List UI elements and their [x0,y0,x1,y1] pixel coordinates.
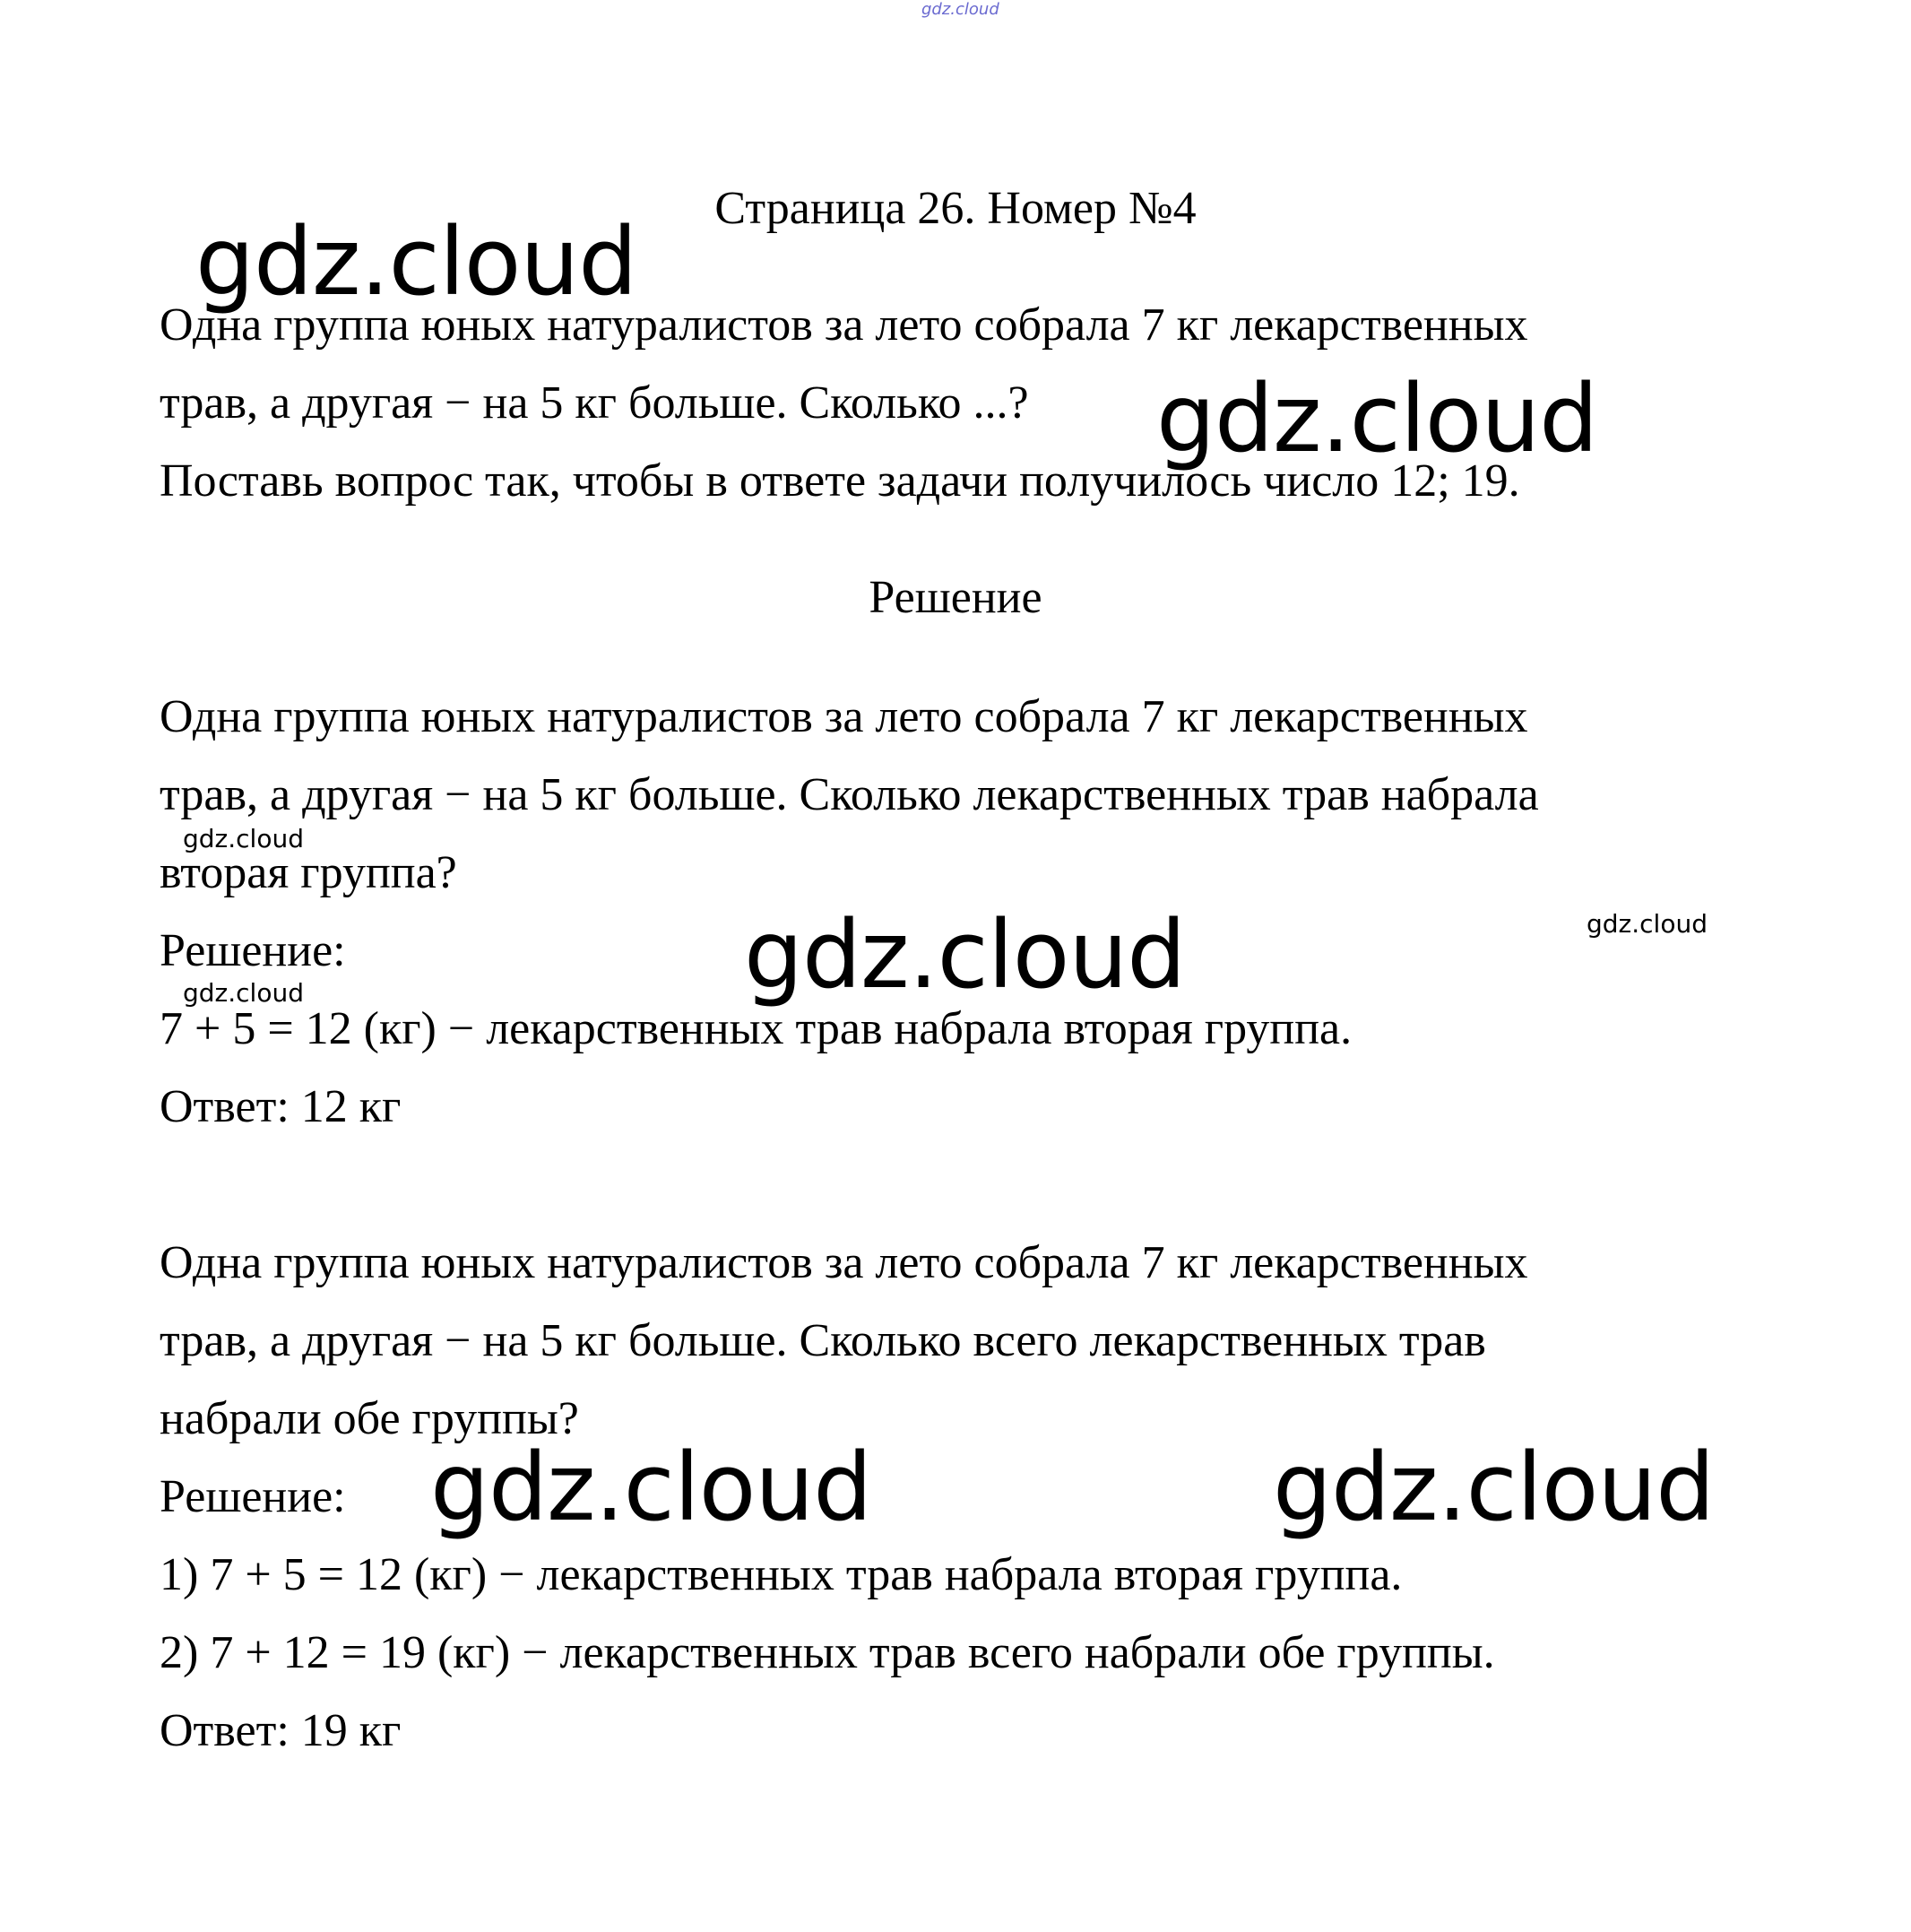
watermark-large: gdz.cloud [744,900,1186,1009]
part2-solution-label: Решение: [160,1471,346,1522]
part2-line-2: трав, а другая − на 5 кг больше. Сколько всего лекарственных трав [160,1315,1486,1366]
watermark-large: gdz.cloud [430,1433,872,1542]
part1-line-1: Одна группа юных натуралистов за лето собрала 7 кг лекарственных [160,691,1528,742]
watermark-large: gdz.cloud [1273,1433,1715,1542]
part2-line-1: Одна группа юных натуралистов за лето собрала 7 кг лекарственных [160,1237,1528,1288]
watermark-large: gdz.cloud [195,207,637,316]
watermark-small: gdz.cloud [183,978,304,1008]
part2-step-1: 1) 7 + 5 = 12 (кг) − лекарственных трав набрала вторая группа. [160,1549,1403,1600]
part2-answer: Ответ: 19 кг [160,1705,402,1756]
part1-answer: Ответ: 12 кг [160,1081,402,1132]
part1-step-1: 7 + 5 = 12 (кг) − лекарственных трав набрала вторая группа. [160,1003,1353,1054]
part1-line-2: трав, а другая − на 5 кг больше. Сколько лекарственных трав набрала [160,769,1539,820]
watermark-small: gdz.cloud [1587,909,1708,939]
task-line-2: трав, а другая − на 5 кг больше. Сколько ...? [160,377,1029,429]
task-line-1: Одна группа юных натуралистов за лето собрала 7 кг лекарственных [160,299,1528,351]
part1-line-3: вторая группа? [160,847,457,898]
solution-heading: Решение [869,572,1042,623]
page-title: Страница 26. Номер №4 [714,183,1197,234]
part2-line-3: набрали обе группы? [160,1393,579,1444]
part1-solution-label: Решение: [160,925,346,976]
watermark-top: gdz.cloud [921,0,999,19]
task-line-3: Поставь вопрос так, чтобы в ответе задачи получилось число 12; 19. [160,455,1520,507]
part2-step-2: 2) 7 + 12 = 19 (кг) − лекарственных трав всего набрали обе группы. [160,1627,1495,1678]
watermark-small: gdz.cloud [183,824,304,853]
watermark-large: gdz.cloud [1156,364,1598,473]
